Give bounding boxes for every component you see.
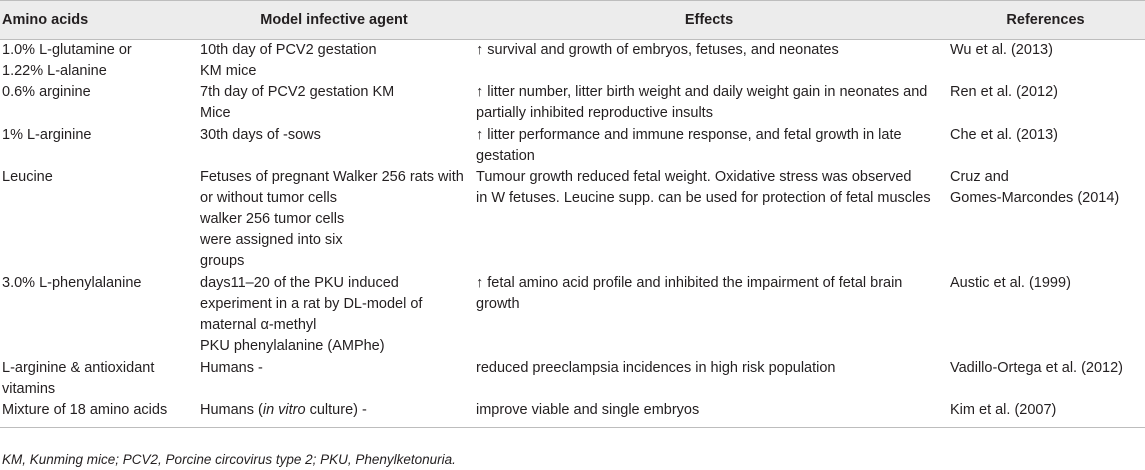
table-header-row bbox=[0, 1, 1145, 40]
table-row bbox=[0, 400, 1145, 427]
cell-effects: ↑ litter performance and immune response, and fetal growth in late gestation bbox=[476, 127, 902, 164]
cell-references: Kim et al. (2007) bbox=[946, 400, 1145, 427]
cell-model: Humans - bbox=[200, 360, 263, 376]
cell-model: Humans (in vitro culture) - bbox=[196, 400, 472, 427]
cell-effects: ↑ litter number, litter birth weight and daily weight gain in neonates and partially inhibited reproductive insults bbox=[476, 84, 928, 121]
table-row bbox=[0, 167, 1145, 273]
table-row bbox=[0, 82, 1145, 125]
cell-references: Cruz and Gomes-Marcondes (2014) bbox=[950, 169, 1120, 206]
cell-amino-acid: 1% L-arginine bbox=[2, 127, 92, 143]
table-footnote: KM, Kunming mice; PCV2, Porcine circovirus type 2; PKU, Phenylketonuria. bbox=[2, 452, 456, 467]
cell-effects: improve viable and single embryos bbox=[472, 400, 946, 427]
table-row bbox=[0, 125, 1145, 167]
cell-model: days11–20 of the PKU induced experiment in a rat by DL-model of maternal α-methyl PKU phenylalanine (AMPhe) bbox=[200, 275, 423, 354]
cell-model: Fetuses of pregnant Walker 256 rats with or without tumor cells walker 256 tumor cells were assigned into six groups bbox=[200, 169, 464, 269]
cell-references: Che et al. (2013) bbox=[950, 127, 1059, 143]
cell-references: Austic et al. (1999) bbox=[950, 275, 1071, 291]
cell-effects: Tumour growth reduced fetal weight. Oxidative stress was observed in W fetuses. Leucine supp. can be used for protection of fetal muscles bbox=[476, 169, 931, 206]
cell-amino-acid: 0.6% arginine bbox=[2, 84, 91, 100]
cell-effects: reduced preeclampsia incidences in high risk population bbox=[476, 360, 836, 376]
table-row bbox=[0, 40, 1145, 83]
cell-effects: ↑ fetal amino acid profile and inhibited the impairment of fetal brain growth bbox=[476, 275, 903, 312]
cell-references: Vadillo-Ortega et al. (2012) bbox=[950, 360, 1124, 376]
cell-references: Ren et al. (2012) bbox=[950, 84, 1059, 100]
cell-amino-acid: Mixture of 18 amino acids bbox=[0, 400, 196, 427]
cell-amino-acid: Leucine bbox=[2, 169, 53, 185]
cell-amino-acid: 1.0% L-glutamine or 1.22% L-alanine bbox=[2, 42, 132, 79]
cell-amino-acid: L-arginine & antioxidant vitamins bbox=[2, 360, 155, 397]
cell-model: 7th day of PCV2 gestation KM Mice bbox=[200, 84, 395, 121]
cell-model: 30th days of -sows bbox=[200, 127, 321, 143]
table-row bbox=[0, 358, 1145, 400]
table-row bbox=[0, 273, 1145, 358]
header-effects: Effects bbox=[472, 1, 946, 40]
header-references: References bbox=[946, 1, 1145, 40]
header-amino-acids: Amino acids bbox=[0, 1, 196, 40]
cell-effects: ↑ survival and growth of embryos, fetuses, and neonates bbox=[476, 42, 839, 58]
header-model-infective-agent: Model infective agent bbox=[196, 1, 472, 40]
cell-references: Wu et al. (2013) bbox=[950, 42, 1053, 58]
cell-amino-acid: 3.0% L-phenylalanine bbox=[2, 275, 142, 291]
cell-model: 10th day of PCV2 gestation KM mice bbox=[200, 42, 377, 79]
